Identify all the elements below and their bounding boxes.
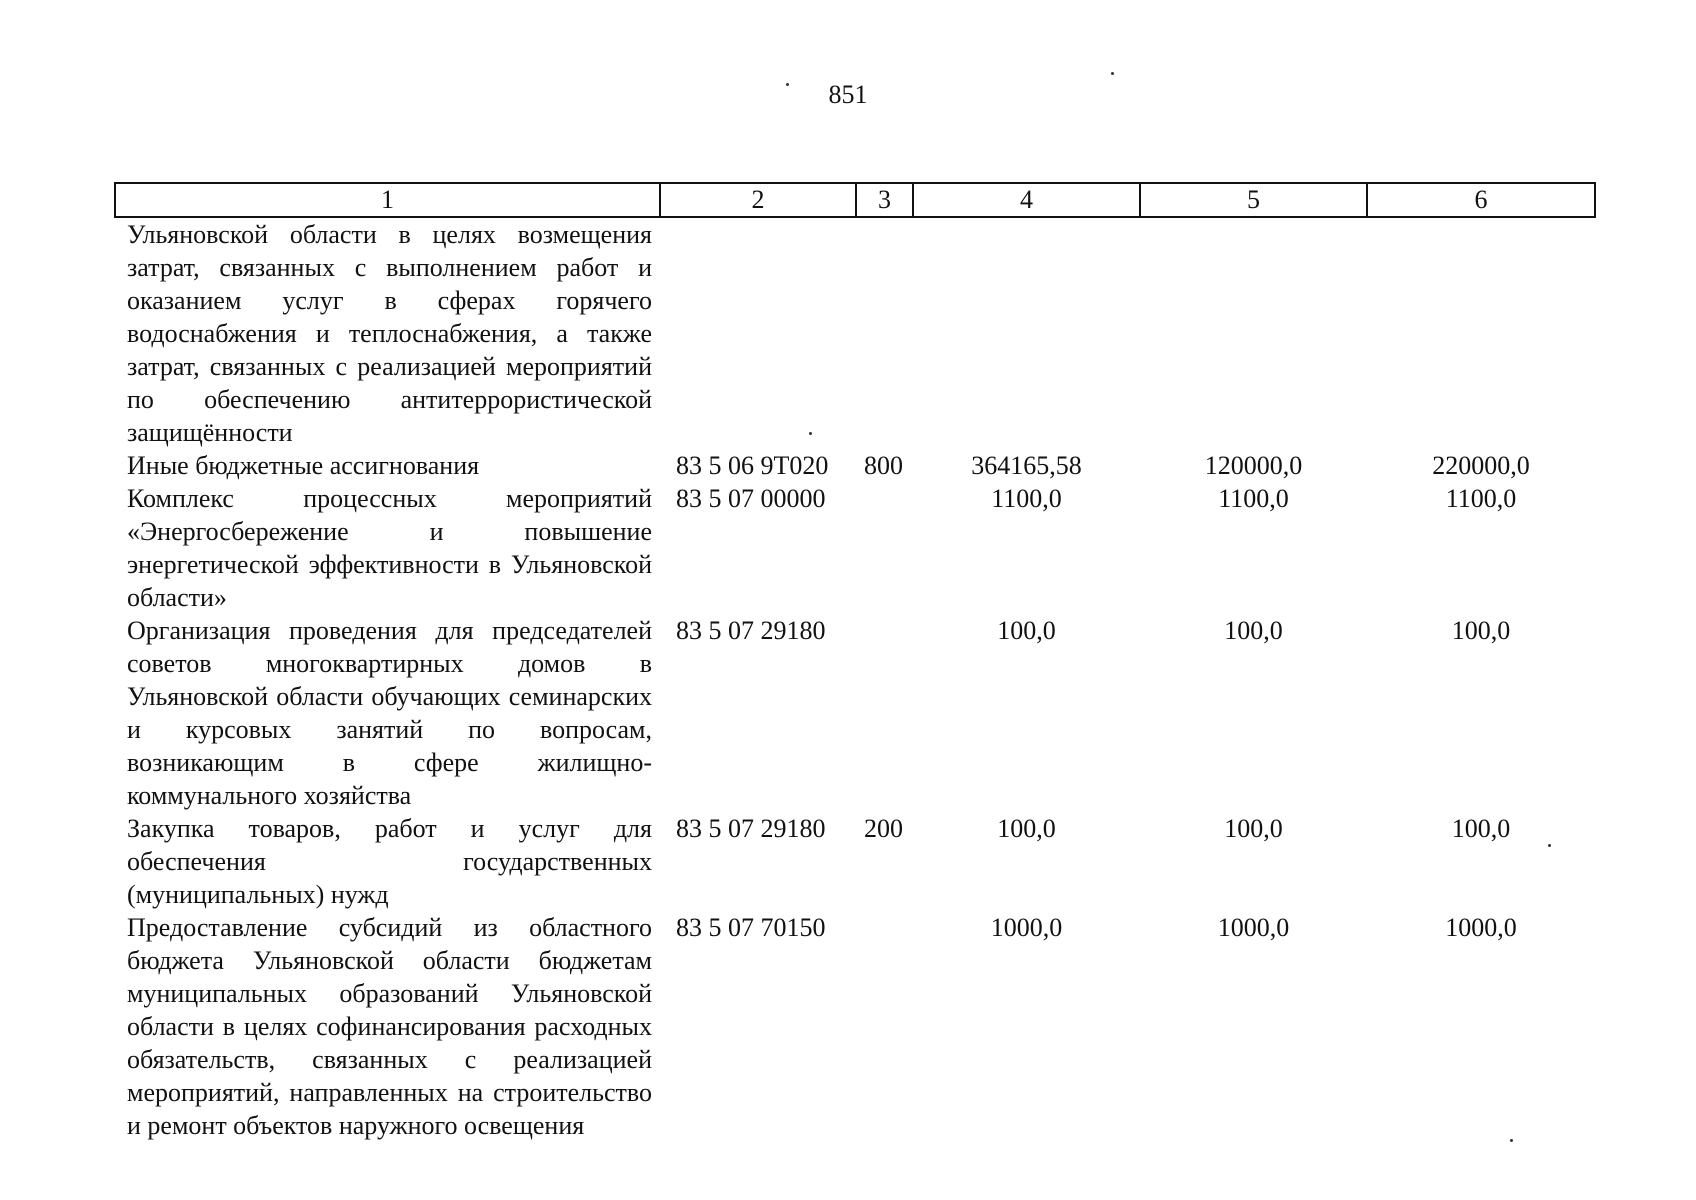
row-value-4: 100,0 [997,814,1056,843]
row-value-6: 100,0 [1451,814,1511,843]
page-number: 851 [828,80,868,109]
table-row [115,449,1595,482]
header-cell-6: 6 [1367,183,1595,217]
table-row [115,482,1595,614]
row-value-5: 1100,0 [1218,484,1289,513]
scan-speck [786,83,789,86]
header-cell-2: 2 [660,183,856,217]
row-name: Иные бюджетные ассигнования [127,451,480,480]
row-value-4: 1100,0 [991,484,1062,513]
row-value-4 [913,217,1140,449]
table-header [115,183,1595,217]
row-code: 83 5 07 29180 [676,814,826,843]
row-code [660,217,856,449]
row-value-5: 120000,0 [1204,451,1303,480]
header-row [115,183,1595,217]
row-value-5 [1140,217,1367,449]
row-name: Закупка товаров, работ и услуг для обеспечения государственных (муниципальных) нужд [127,814,652,909]
row-type [856,217,913,449]
row-name: Предоставление субсидий из областного бюджета Ульяновской области бюджетам муниципальных образований Ульяновской области в целях софинансирования расходных обязательств, связанных с реализацией мероприятий, направленных на строительство и ремонт объектов наружного освещения [127,913,652,1140]
budget-table [114,182,1596,1142]
row-type: 200 [864,814,903,843]
header-cell-1: 1 [115,183,660,217]
row-value-6: 220000,0 [1432,451,1530,480]
row-value-6: 100,0 [1451,616,1511,645]
row-code: 83 5 07 29180 [676,616,826,645]
row-type [856,911,913,1142]
row-value-4: 364165,58 [971,451,1082,480]
table-row [115,812,1595,911]
row-value-4: 100,0 [997,616,1056,645]
row-value-5: 100,0 [1224,814,1283,843]
row-type [856,614,913,812]
row-value-4: 1000,0 [990,913,1063,942]
row-code: 83 5 07 70150 [676,913,826,942]
row-type [856,482,913,614]
row-value-5: 100,0 [1224,616,1283,645]
row-type: 800 [864,451,903,480]
row-code: 83 5 06 9Т020 [676,451,829,480]
row-code: 83 5 07 00000 [676,484,826,513]
row-value-5: 1000,0 [1217,913,1290,942]
row-value-6: 1000,0 [1445,913,1517,942]
row-name: Комплекс процессных мероприятий «Энергосбережение и повышение энергетической эффективности в Ульяновской области» [127,484,652,612]
table-row [115,217,1595,449]
row-name: Ульяновской области в целях возмещения затрат, связанных с выполнением работ и оказанием услуг в сферах горячего водоснабжения и теплоснабжения, а также затрат, связанных с реализацией мероприятий по обеспечению антитеррористической защищённости [127,220,652,447]
header-cell-4: 4 [913,183,1140,217]
header-cell-3: 3 [856,183,913,217]
table-row [115,911,1595,1142]
table-row [115,614,1595,812]
header-cell-5: 5 [1140,183,1367,217]
row-value-6: 1100,0 [1445,484,1517,513]
table-body [115,217,1595,1142]
row-value-6 [1367,217,1595,449]
scan-speck [1111,72,1114,75]
row-name: Организация проведения для председателей советов многоквартирных домов в Ульяновской области обучающих семинарских и курсовых занятий по вопросам, возникающим в сфере жилищно-коммунального хозяйства [127,616,652,810]
